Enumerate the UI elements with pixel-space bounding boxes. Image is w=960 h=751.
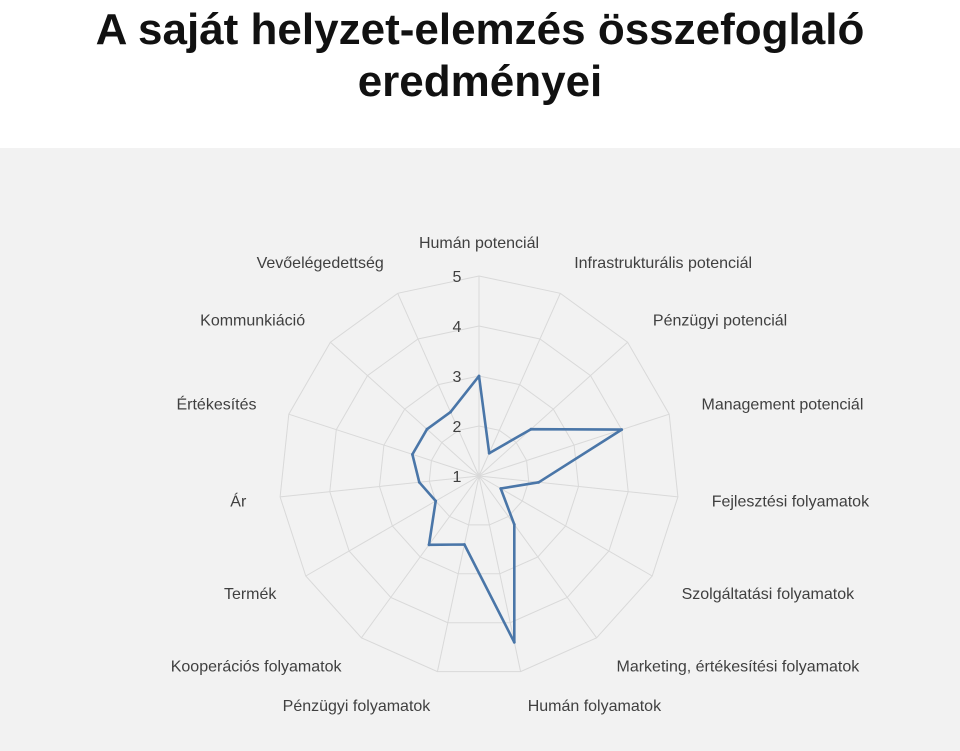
radar-chart (0, 148, 960, 751)
slide-title: A saját helyzet-elemzés összefoglaló eredményei (95, 5, 865, 106)
category-label: Vevőelégedettség (256, 255, 384, 273)
data-point (428, 543, 431, 546)
data-point (411, 453, 414, 456)
category-label: Kooperációs folyamatok (170, 658, 342, 676)
data-point (426, 428, 429, 431)
data-point (478, 375, 481, 378)
category-label: Pénzügyi potenciál (652, 312, 788, 330)
tick-label: 2 (452, 419, 462, 436)
category-label: Humán potenciál (418, 235, 540, 252)
data-point (513, 523, 516, 526)
data-point (620, 428, 623, 431)
tick-label: 4 (452, 319, 462, 336)
category-label: Humán folyamatok (527, 697, 662, 715)
category-label: Termék (223, 586, 277, 603)
grid-spoke (330, 342, 479, 476)
data-point (434, 500, 437, 503)
data-point (463, 543, 466, 546)
series-line-0 (412, 376, 621, 642)
data-point (499, 487, 502, 490)
tick-label: 5 (452, 269, 462, 286)
data-point (530, 428, 533, 431)
category-label: Fejlesztési folyamatok (711, 493, 870, 511)
data-point (449, 411, 452, 414)
tick-label: 1 (452, 469, 462, 486)
category-label: Kommunkiáció (200, 312, 306, 330)
category-label: Értékesítés (176, 396, 257, 414)
category-label: Management potenciál (701, 396, 864, 414)
data-point (537, 481, 540, 484)
data-point (418, 481, 421, 484)
grid-spoke (479, 414, 669, 476)
tick-label: 3 (452, 369, 462, 386)
category-label: Szolgáltatási folyamatok (681, 586, 855, 603)
grid-spoke (479, 342, 628, 476)
grid-spoke (289, 414, 479, 476)
data-point (513, 641, 516, 644)
category-label: Infrastrukturális potenciál (574, 255, 753, 273)
category-label: Marketing, értékesítési folyamatok (616, 658, 860, 676)
data-point (488, 452, 491, 455)
chart-panel (0, 148, 960, 751)
category-label: Ár (230, 493, 247, 511)
category-label: Pénzügyi folyamatok (282, 697, 431, 715)
